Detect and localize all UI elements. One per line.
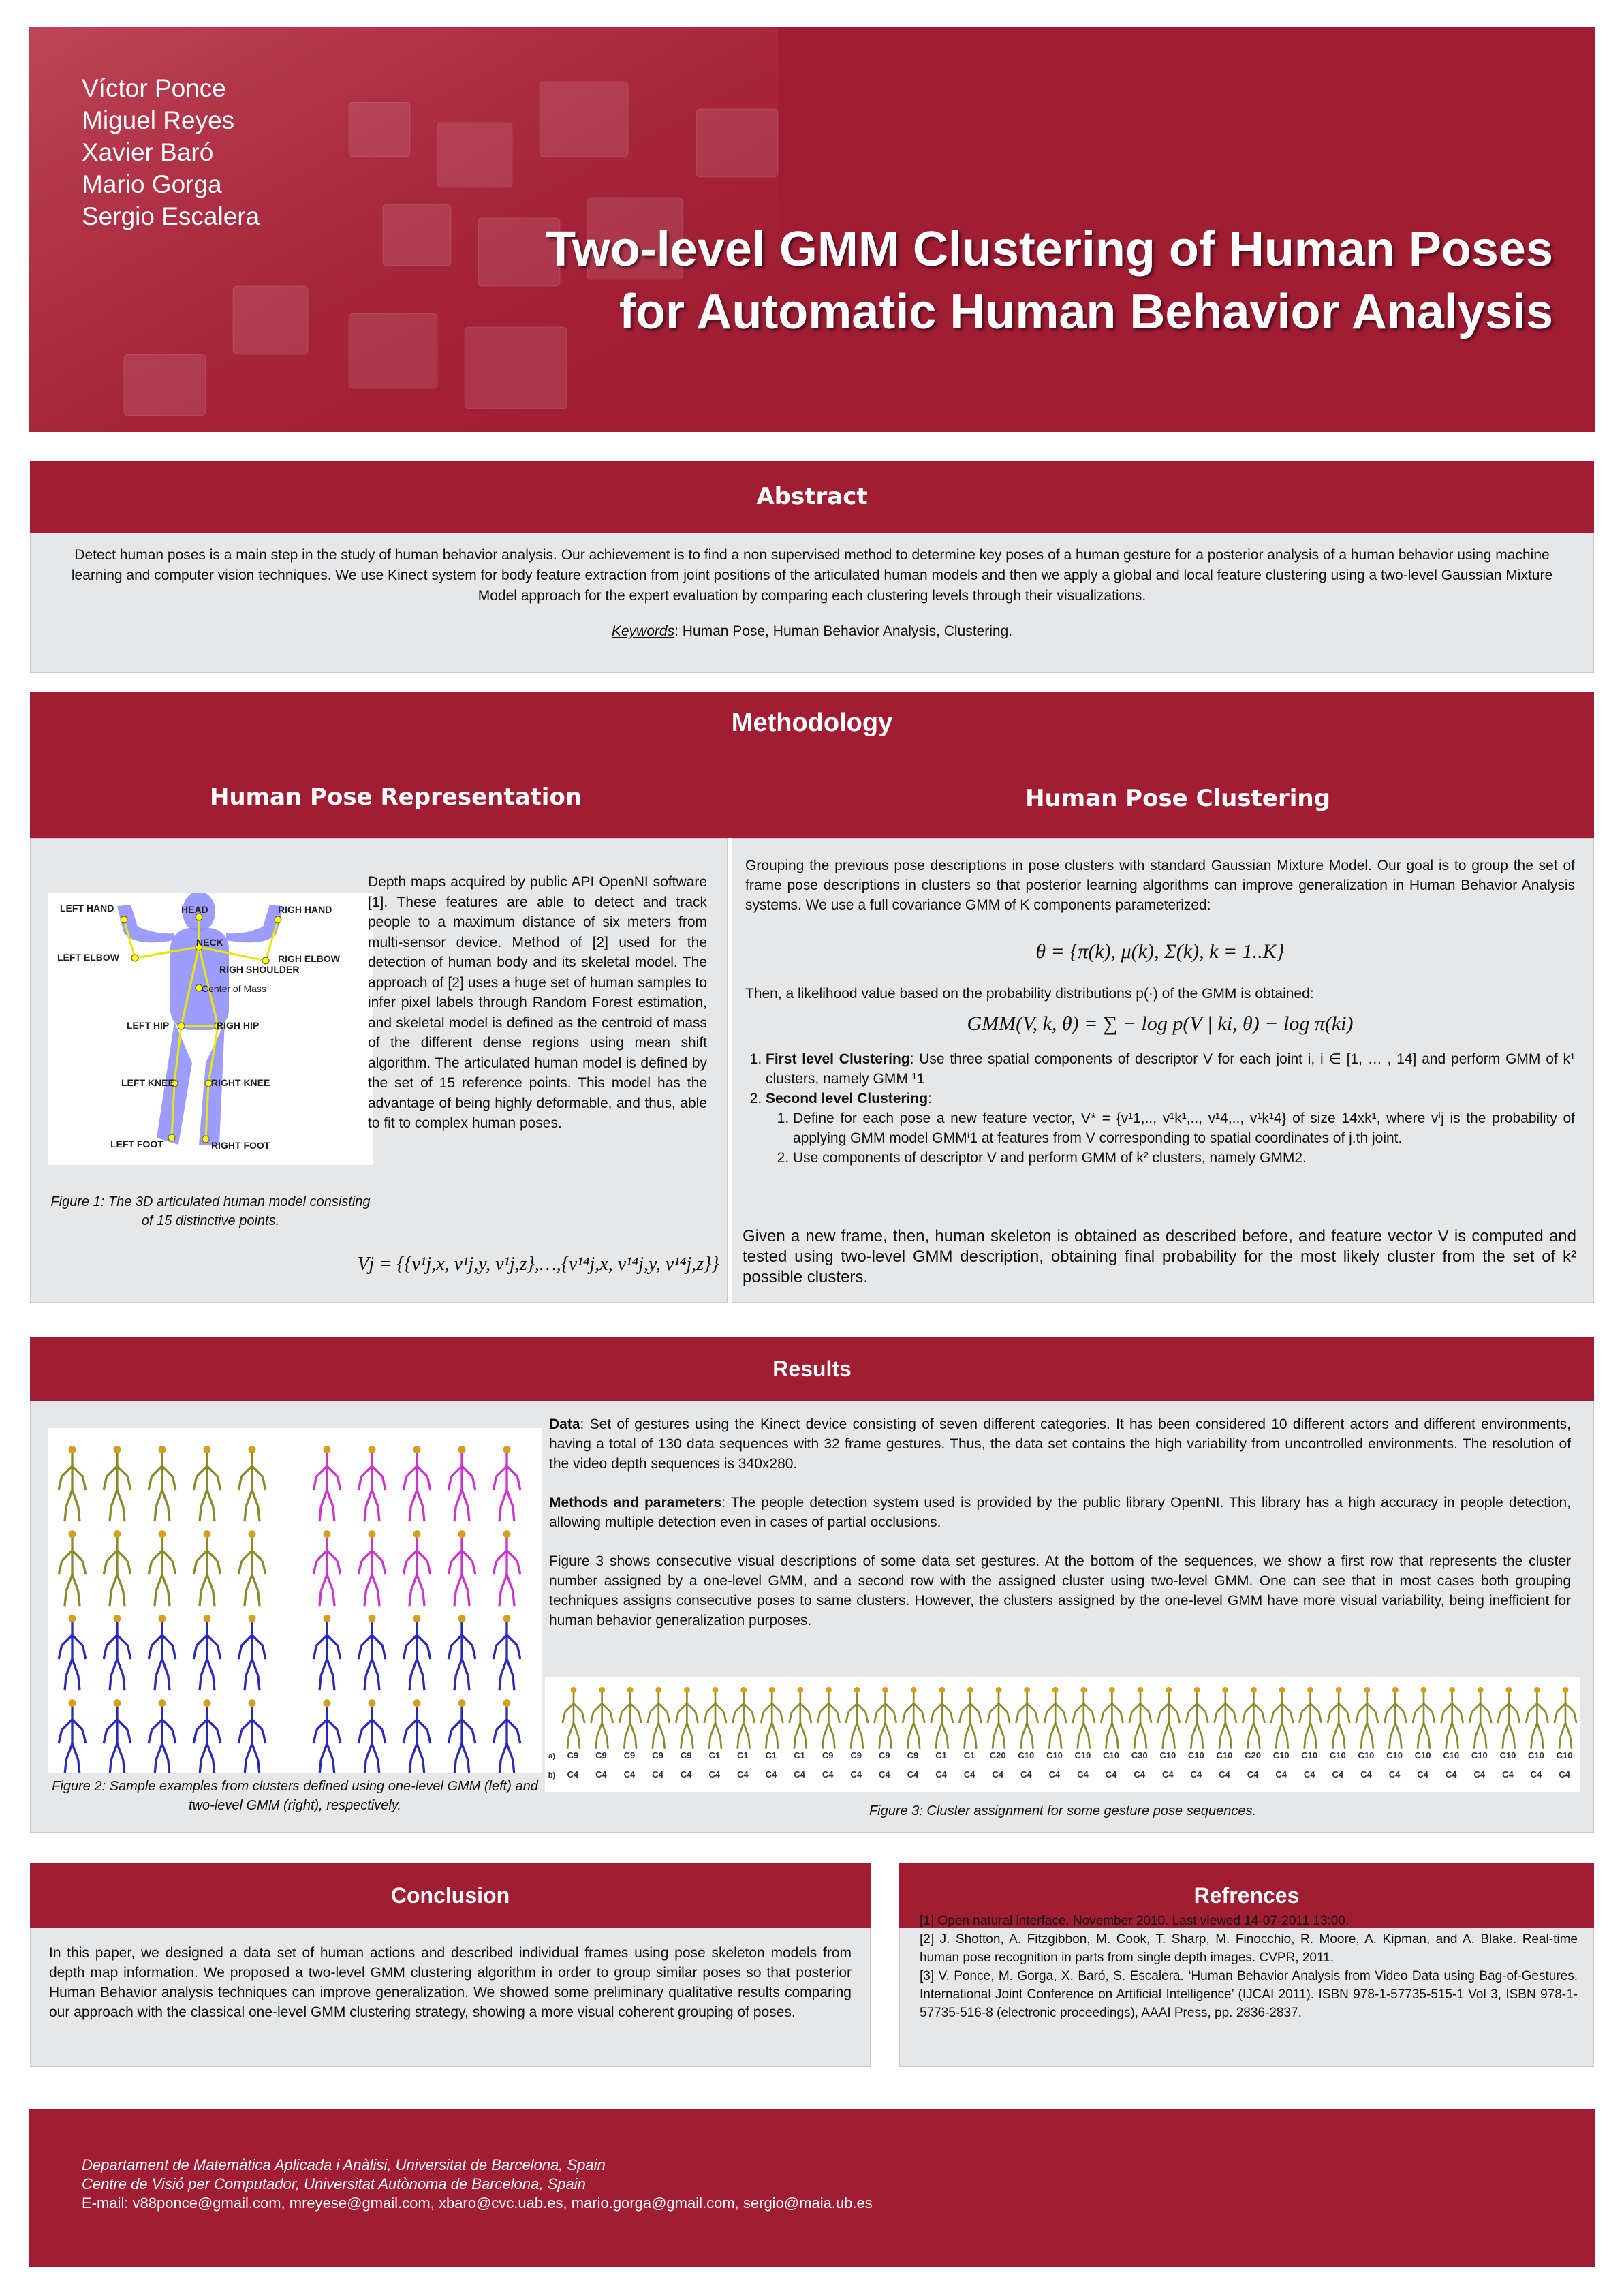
label-left-knee: LEFT KNEE [121,1077,174,1088]
label-right-elbow: RIGH ELBOW [278,953,340,964]
pose-skeleton [358,1699,386,1773]
methods-label: Methods and parameters [549,1495,722,1510]
cluster-label: C4 [1190,1769,1202,1780]
label-right-shoulder: RIGH SHOULDER [219,964,300,975]
pose-skeleton [1413,1687,1435,1749]
cluster-label: C10 [1187,1750,1204,1760]
row-label: a) [548,1752,555,1760]
cluster-label: C10 [1301,1750,1318,1760]
conclusion-heading: Conclusion [30,1863,871,1928]
pose-skeleton [1526,1687,1548,1749]
likelihood-text: Then, a likelihood value based on the probability distributions p(·) of the GMM is obtained: [745,986,1314,1002]
cluster-label: C10 [1358,1750,1375,1760]
figure-3-paragraph: Figure 3 shows consecutive visual descriptions of some data set gestures. At the bottom of the sequences, we show a first row that represents the cluster number assigned by a one-level GMM, and a second row with the assigned cluster using two-level GMM. One can see that in most cases both grouping techniques assigns consecutive poses to same clusters. However, the clusters assigned by the one-level GMM have more visual variability, being inefficient for human behavior generalization purposes. [549,1553,1571,1628]
cluster-label: C4 [935,1769,947,1780]
cluster-label: C4 [652,1769,663,1780]
data-paragraph [549,1414,1571,1474]
pose-skeleton [1215,1687,1236,1749]
cluster-label: C1 [737,1750,749,1760]
pose-skeleton [59,1446,86,1521]
pose-skeleton [817,1687,839,1749]
keywords-label: Keywords [611,623,675,639]
pose-skeleton [313,1446,341,1521]
label-left-elbow: LEFT ELBOW [57,952,119,963]
pose-skeleton [1186,1687,1208,1749]
pose-skeleton [238,1699,266,1773]
cluster-label: C4 [595,1769,607,1780]
cluster-label: C10 [1216,1750,1233,1760]
figure-3-image [545,1677,1580,1792]
clustering-intro: Grouping the previous pose descriptions in pose clusters with standard Gaussian Mixture Model. Our goal is to group the set of frame pose descriptions in clusters so that posterior learning algorithms can improve generalization in Human Behavior Analysis systems. We use a full covariance GMM of K components parameterized: [745,858,1575,913]
author-list [82,72,327,232]
cluster-label: C10 [1386,1750,1403,1760]
cluster-label: C9 [879,1750,890,1760]
pose-skeleton [149,1530,176,1606]
figure-2-image [48,1428,542,1773]
label-neck: NECK [196,937,223,948]
pose-skeleton [403,1615,431,1690]
pose-skeleton [493,1446,520,1521]
cluster-label: C9 [567,1750,579,1760]
footer-emails: E-mail: v88ponce@gmail.com, mreyese@gmail.com, xbaro@cvc.uab.es, mario.gorga@gmail.com, sergio@maia.ub.es [82,2194,873,2212]
cluster-label: C4 [680,1769,692,1780]
cluster-label: C4 [1332,1769,1344,1780]
pose-skeleton [790,1687,811,1749]
articulated-human-model [48,893,373,1165]
pose-skeleton [1469,1687,1491,1749]
second-level-step-1: 1. Define for each pose a new feature vector, V* = {v¹1,.., v¹k¹,.., v¹4,.., v¹k¹4} of size 14xk¹, where vⁱj is the probability of applying GMM model GMMⁱ1 at features from V corresponding to spatial coordinates of j.th joint. [793,1108,1575,1148]
pose-skeleton [1555,1687,1576,1749]
methods-text: : The people detection system used is provided by the public library OpenNI. This library has a high accuracy in people detection, allowing multiple detection even in cases of partial occlusions. [549,1495,1571,1530]
pose-skeleton [193,1699,221,1773]
pose-skeleton [448,1615,475,1690]
cluster-label: C1 [765,1750,777,1760]
pose-skeleton [104,1446,131,1521]
pose-skeleton [1073,1687,1095,1749]
cluster-label: C9 [652,1750,663,1760]
pose-skeleton [104,1615,131,1690]
cluster-label: C4 [1559,1769,1570,1780]
pose-skeleton [403,1446,431,1521]
conclusion-text: In this paper, we designed a data set of human actions and described individual frames using pose skeleton models from depth map information. We proposed a two-level GMM clustering algorithm in order to group similar poses so that posterior Human Behavior analysis techniques can improve generalization. We showed some preliminary qualitative results comparing our approach with the classical one-level GMM clustering strategy, showing a more visual coherent grouping of poses. [49,1945,852,2020]
author-name: Miguel Reyes [82,106,235,134]
cluster-label: C1 [963,1750,975,1760]
cluster-label: C10 [1103,1750,1119,1760]
cluster-label: C9 [822,1750,834,1760]
results-text [549,1414,1571,1630]
cluster-label: C10 [1471,1750,1488,1760]
cluster-label: C10 [1159,1750,1176,1760]
clustering-steps [745,1049,1575,1168]
pose-skeleton [313,1530,341,1606]
pose-skeleton [1044,1687,1066,1749]
pose-skeleton [761,1687,783,1749]
cluster-label: C20 [1245,1750,1261,1760]
pose-skeleton [238,1530,266,1606]
label-head: HEAD [181,904,208,915]
cluster-label: C4 [850,1769,862,1780]
second-level-item: 2. Second level Clustering: 1. Define for each pose a new feature vector, V* = {v¹1,.., v¹k¹,.., v¹4,.., v¹k¹4} of size 14xk¹, where vⁱj is the probability of applying GMM model GMMⁱ1 at features from V corresponding to spatial coordinates of j.th joint. 2. Use components of descriptor V and perform GMM of k² clusters, namely GMM2. [766,1089,1575,1168]
pose-skeleton [59,1615,86,1690]
footer-text [82,2156,1512,2213]
pose-skeleton [1498,1687,1520,1749]
reference-item: [1] Open natural interface. November 2010. Last viewed 14-07-2011 13:00. [920,1914,1349,1928]
reference-item: [2] J. Shotton, A. Fitzgibbon, M. Cook, T. Sharp, M. Finocchio, R. Moore, A. Kipman, and A. Blake. Real-time human pose recognition in parts from single depth images. CVPR, 2011. [920,1932,1578,1965]
cluster-label: C4 [1530,1769,1542,1780]
author-name: Xavier Baró [82,138,214,166]
pose-skeleton [193,1530,221,1606]
first-level-item [766,1049,1575,1089]
pose-skeleton [1271,1687,1293,1749]
cluster-label: C10 [1074,1750,1091,1760]
pose-skeleton [1016,1687,1037,1749]
label-right-hand: RIGH HAND [278,904,332,915]
figure-1-image [48,893,373,1165]
cluster-label: C10 [1329,1750,1346,1760]
methodology-header [30,692,1594,838]
pose-skeleton [1157,1687,1179,1749]
pose-skeleton [591,1687,612,1749]
cluster-label: C9 [595,1750,607,1760]
references-list [920,1912,1578,2022]
label-left-foot: LEFT FOOT [110,1138,163,1149]
cluster-label: C4 [907,1769,919,1780]
cluster-label: C4 [1445,1769,1457,1780]
pose-representation-heading: Human Pose Representation [209,784,582,811]
cluster-label: C4 [1388,1769,1401,1780]
cluster-label: C10 [1499,1750,1516,1760]
pose-skeleton [448,1699,475,1773]
cluster-label: C4 [623,1769,636,1780]
pose-skeleton [903,1687,924,1749]
cluster-label: C10 [1528,1750,1544,1760]
row-label: b) [548,1771,556,1780]
keywords-value: : Human Pose, Human Behavior Analysis, Clustering. [674,623,1013,639]
cluster-label: C9 [907,1750,919,1760]
cluster-label: C10 [1556,1750,1573,1760]
cluster-label: C10 [1046,1750,1063,1760]
pose-skeleton [149,1615,176,1690]
abstract-body: Detect human poses is a main step in the study of human behavior analysis. Our achievement is to find a non supervised method to determine key poses of a human gesture for a posterior analysis of a human behavior using machine learning and computer vision techniques. We use Kinect system for body feature extraction from joint positions of the articulated human models and then we apply a global and local feature clustering using a two-level Gaussian Mixture Model approach for the expert evaluation by comparing each clustering levels through their visualizations. [71,547,1553,604]
pose-skeleton [149,1699,176,1773]
cluster-label: C4 [1275,1769,1287,1780]
cluster-label: C4 [1077,1769,1089,1780]
pose-skeleton [959,1687,981,1749]
descriptor-equation: Vj = {{v¹j,x, v¹j,y, v¹j,z},…,{v¹⁴j,x, v¹⁴j,y, v¹⁴j,z}} [357,1254,719,1275]
pose-skeleton [1243,1687,1264,1749]
gmm-equation: GMM(V, k, θ) = ∑ − log p(V | ki, θ) − log π(ki) [967,1012,1354,1035]
author-name: Víctor Ponce [82,74,226,102]
pose-skeleton [1356,1687,1378,1749]
cluster-label: C4 [708,1769,721,1780]
references-heading: Refrences [899,1863,1594,1928]
cluster-label: C4 [1417,1769,1428,1780]
cluster-label: C4 [1247,1769,1259,1780]
cluster-label: C4 [1105,1769,1117,1780]
cluster-label: C4 [1502,1769,1514,1780]
data-text: : Set of gestures using the Kinect device consisting of seven different categories. It has been considered 10 different actors and different environments, having a total of 130 data sequences with 32 frame gestures. Thus, the data set contains the high variability from uncontrolled environments. The resolution of the video depth sequences is 340x280. [549,1416,1571,1472]
cluster-label: C1 [794,1750,805,1760]
abstract-heading: Abstract [30,461,1594,533]
figure-2-caption: Figure 2: Sample examples from clusters defined using one-level GMM (left) and two-level GMM (right), respectively. [52,1779,538,1813]
clustering-conclusion: Given a new frame, then, human skeleton is obtained as described before, and feature vector V is computed and tested using two-level GMM description, obtaining final probability for the most likely cluster from the set of k² possible clusters. [743,1227,1576,1286]
pose-skeleton [59,1530,86,1606]
pose-skeleton [313,1699,341,1773]
pose-skeleton [358,1530,386,1606]
data-label: Data [549,1416,580,1432]
pose-skeleton [988,1687,1010,1749]
cluster-label: C4 [737,1769,749,1780]
footer-affiliation-1: Departament de Matemàtica Aplicada i Anàlisi, Universitat de Barcelona, Spain [82,2156,606,2173]
pose-skeleton [403,1530,431,1606]
pose-skeleton [931,1687,953,1749]
cluster-label: C4 [963,1769,975,1780]
cluster-label: C9 [623,1750,636,1760]
figure-1-caption: Figure 1: The 3D articulated human model consisting of 15 distinctive points. [50,1194,371,1228]
pose-skeleton [619,1687,641,1749]
results-heading: Results [30,1337,1594,1401]
cluster-row-b [545,1769,1580,1781]
theta-equation: θ = {π(k), μ(k), Σ(k), k = 1..K} [1035,940,1285,963]
gesture-sequence [545,1677,1580,1751]
pose-skeleton [193,1615,221,1690]
keywords-line [54,621,1570,642]
author-name: Sergio Escalera [82,202,260,230]
cluster-label: C10 [1272,1750,1290,1760]
pose-skeleton [493,1699,520,1773]
pose-skeleton [732,1687,754,1749]
label-right-foot: RIGHT FOOT [211,1140,270,1151]
pose-skeleton [358,1615,386,1690]
cluster-label: C4 [1020,1769,1032,1780]
pose-skeleton [104,1530,131,1606]
cluster-label: C20 [989,1750,1006,1760]
pose-skeleton [1299,1687,1321,1749]
cluster-label: C9 [850,1750,862,1760]
title-line-2: for Automatic Human Behavior Analysis [619,285,1553,339]
cluster-label: C4 [879,1769,890,1780]
pose-skeleton [1101,1687,1123,1749]
pose-skeleton [238,1446,266,1521]
pose-representation-text: Depth maps acquired by public API OpenNI software [1]. These features are able to detect and track people to a maximum distance of six meters from multi-sensor device. Method of [2] used for the detection of human body and its skeletal model. The approach of [2] uses a huge set of human samples to infer pixel labels through Random Forest estimation, and skeletal model is defined as the centroid of mass of the different dense regions using mean shift algorithm. The articulated human model is defined by the set of 15 reference points. This model has the advantage of being highly deformable, and thus, able to fit to complex human poses. [368,874,707,1131]
cluster-label: C1 [708,1750,721,1760]
pose-skeleton [676,1687,698,1749]
pose-skeleton [313,1615,341,1690]
pose-skeleton [493,1530,520,1606]
cluster-label: C4 [1134,1769,1145,1780]
pose-skeleton [1384,1687,1406,1749]
cluster-label: C4 [1161,1769,1174,1780]
figure-3-caption: Figure 3: Cluster assignment for some gesture pose sequences. [869,1803,1257,1818]
pose-skeleton [846,1687,868,1749]
cluster-label: C4 [1219,1769,1230,1780]
pose-skeleton [1328,1687,1349,1749]
cluster-label: C4 [1303,1769,1315,1780]
cluster-label: C10 [1443,1750,1460,1760]
methods-paragraph [549,1493,1571,1532]
cluster-label: C30 [1131,1750,1148,1760]
pose-skeleton [448,1530,475,1606]
cluster-label: C4 [992,1769,1004,1780]
pose-skeleton [563,1687,584,1749]
label-right-hip: RIGH HIP [217,1020,260,1031]
label-left-hip: LEFT HIP [127,1020,170,1031]
cluster-label: C4 [822,1769,834,1780]
pose-skeleton [648,1687,670,1749]
first-level-title: First level Clustering [766,1051,910,1067]
poster-title [327,218,1553,343]
cluster-label: C4 [567,1769,579,1780]
footer-affiliation-2: Centre de Visió per Computador, Universitat Autònoma de Barcelona, Spain [82,2175,586,2192]
label-center-mass: Center of Mass [202,983,266,994]
second-level-step-2: 2. Use components of descriptor V and perform GMM of k² clusters, namely GMM2. [793,1148,1575,1168]
first-level-text: : Use three spatial components of descriptor V for each joint i, i ∈ [1, … , 14] and perform GMM of k¹ clusters, namely GMM ¹1 [766,1051,1575,1087]
cluster-pose-examples [48,1428,542,1773]
reference-item: [3] V. Ponce, M. Gorga, X. Baró, S. Escalera. ‘Human Behavior Analysis from Video Data using Bag-of-Gestures. International Joint Conference on Artificial Intelligence’ (IJCAI 2011). ISBN 978-1-57735-515-1 Vol 3, ISBN 978-1-57735-516-8 (electronic proceedings), AAAI Press, pp. 2836-2837. [920,1969,1578,2020]
label-left-hand: LEFT HAND [60,903,114,914]
cluster-label: C10 [1414,1750,1431,1760]
pose-skeleton [193,1446,221,1521]
pose-skeleton [1129,1687,1151,1749]
pose-skeleton [59,1699,86,1773]
cluster-label: C4 [1473,1769,1486,1780]
second-level-title: Second level Clustering [766,1091,928,1106]
cluster-label: C4 [1360,1769,1372,1780]
abstract-text [54,545,1570,642]
pose-skeleton [493,1615,520,1690]
methodology-heading: Methodology [731,709,893,737]
pose-skeleton [874,1687,896,1749]
cluster-label: C1 [935,1750,947,1760]
pose-skeleton [403,1699,431,1773]
cluster-label: C4 [794,1769,805,1780]
pose-clustering-heading: Human Pose Clustering [1025,785,1330,812]
pose-skeleton [704,1687,726,1749]
pose-skeleton [238,1615,266,1690]
pose-skeleton [104,1699,131,1773]
cluster-label: C9 [680,1750,692,1760]
author-name: Mario Gorga [82,170,222,198]
title-line-1: Two-level GMM Clustering of Human Poses [546,222,1553,277]
pose-skeleton [149,1446,176,1521]
cluster-label: C4 [1048,1769,1061,1780]
pose-skeleton [1441,1687,1463,1749]
cluster-row-a [545,1750,1580,1762]
cluster-label: C10 [1018,1750,1035,1760]
pose-skeleton [358,1446,386,1521]
pose-skeleton [448,1446,475,1521]
label-right-knee: RIGHT KNEE [211,1077,270,1088]
cluster-label: C4 [765,1769,777,1780]
